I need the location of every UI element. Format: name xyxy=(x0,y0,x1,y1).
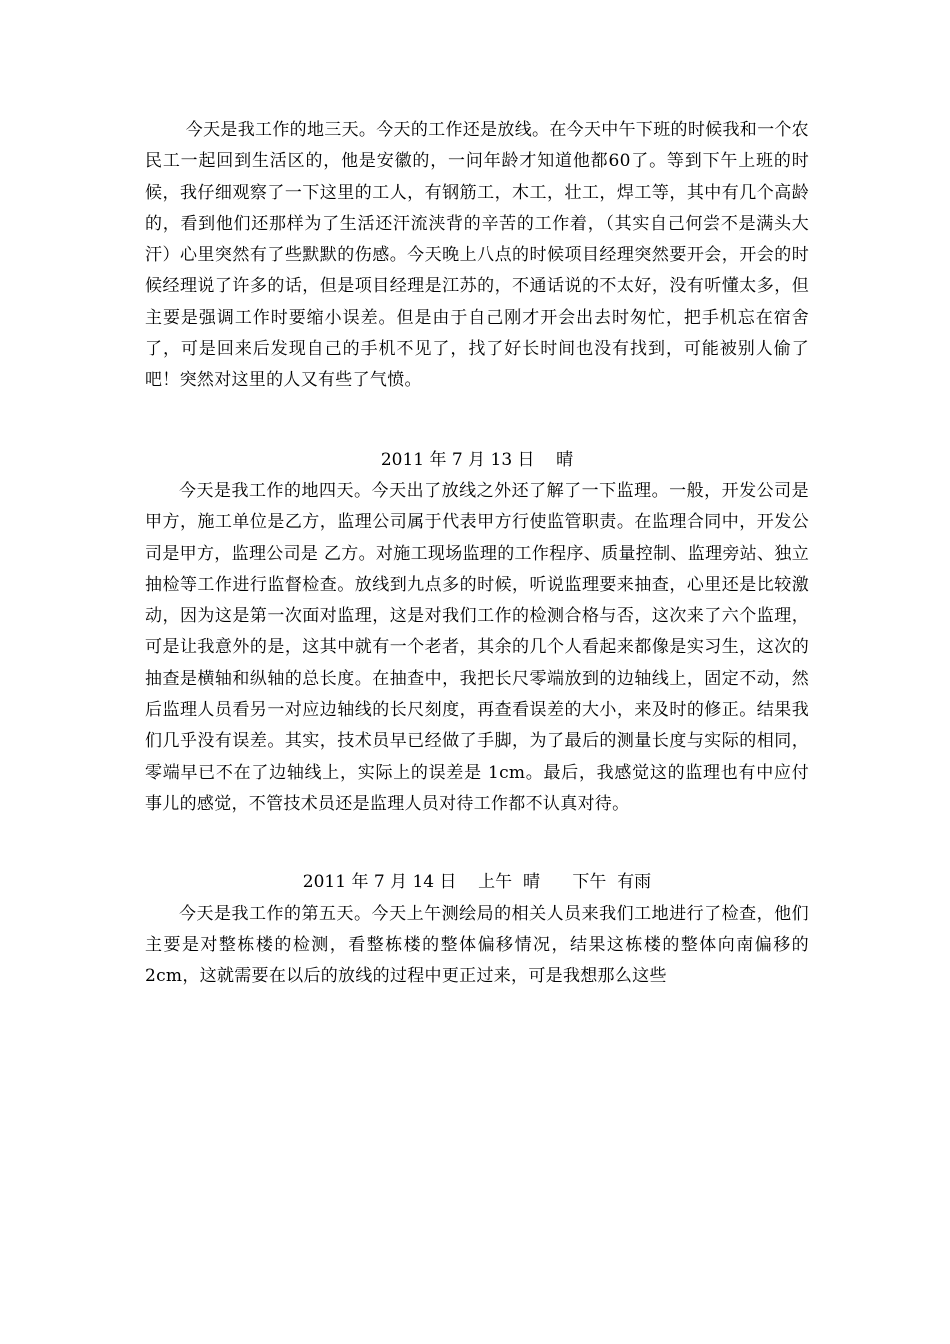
diary-entry-day5-text: 今天是我工作的第五天。今天上午测绘局的相关人员来我们工地进行了检查，他们主要是对整栋楼的检测，看整栋楼的整体偏移情况，结果这栋楼的整体向南偏移的 2cm，这就需要在以后的放线的过程中更正过来，可是我想那么这些 xyxy=(145,903,809,987)
diary-entry-date-july14: 2011 年 7 月 14 日 上午 晴 下午 有雨 xyxy=(302,872,652,893)
entry-spacer xyxy=(145,397,809,445)
diary-entry-day4-text: 今天是我工作的地四天。今天出了放线之外还了解了一下监理。一般，开发公司是甲方，施工单位是乙方，监理公司属于代表甲方行使监管职责。在监理合同中，开发公司是甲方，监理公司是 乙方。对施工现场监理的工作程序、质量控制、监理旁站、独立抽检等工作进行监督检查。放线到九点多的时候，听说监理要来抽查，心里还是比较激动，因为这是第一次面对监理，这是对我们工作的检测合格与否，这次来了六个监理，可是让我意外的是，这其中就有一个老者，其余的几个人看起来都像是实习生，这次的抽查是横轴和纵轴的总长度。在抽查中，我把长尺零端放到的边轴线上，固定不动，然后监理人员看另一对应边轴线的长尺刻度，再查看误差的大小，来及时的修正。结果我们几乎没有误差。其实，技术员早已经做了手脚，为了最后的测量长度与实际的相同，零端早已不在了边轴线上，实际上的误差是 1cm。最后，我感觉这的监理也有中应付事儿的感觉，不管技术员还是监理人员对待工作都不认真对待。 xyxy=(145,480,809,814)
diary-entry-date-july13: 2011 年 7 月 13 日 晴 xyxy=(380,449,574,470)
diary-entry-day3-text: 今天是我工作的地三天。今天的工作还是放线。在今天中午下班的时候我和一个农民工一起回到生活区的，他是安徽的，一问年龄才知道他都60了。等到下午上班的时候，我仔细观察了一下这里的工人，有钢筋工，木工，壮工，焊工等，其中有几个高龄的，看到他们还那样为了生活还汗流浃背的辛苦的工作着，（其实自己何尝不是满头大汗）心里突然有了些默默的伤感。今天晚上八点的时候项目经理突然要开会，开会的时候经理说了许多的话，但是项目经理是江苏的，不通话说的不太好，没有听懂太多，但主要是强调工作时要缩小误差。但是由于自己刚才开会出去时匆忙，把手机忘在宿舍了，可是回来后发现自己的手机不见了，找了好长时间也没有找到，可能被别人偷了吧！突然对这里的人又有些了气愤。 xyxy=(145,120,809,391)
diary-page xyxy=(145,115,809,992)
entry-spacer xyxy=(145,820,809,867)
